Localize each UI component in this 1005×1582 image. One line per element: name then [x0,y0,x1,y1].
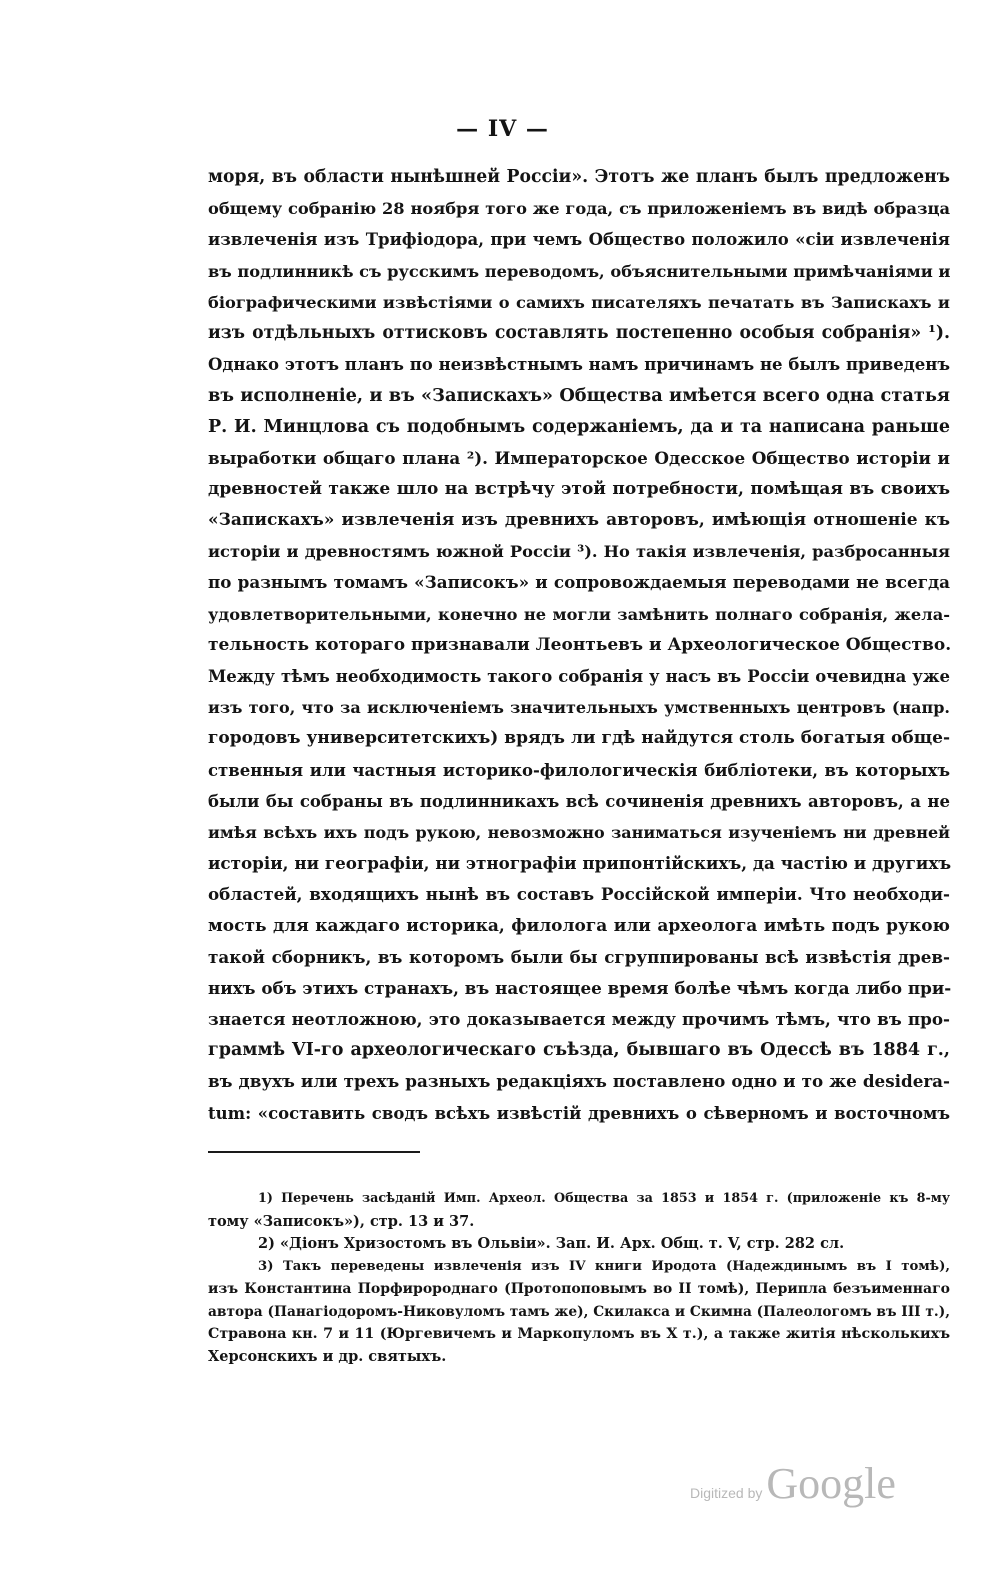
page-number-header: — IV — [456,116,549,142]
text-line: въ исполненіе, и въ «Запискахъ» Общества имѣется всего одна статья [208,385,950,407]
text-line: выработки общаго плана ²). Императорское Одесское Общество исторіи и [208,447,950,468]
text-line: такой сборникъ, въ которомъ были бы сгруппированы всѣ извѣстія древ- [208,946,950,967]
text-line: тельность котораго признавали Леонтьевъ и Археологическое Общество. [208,634,952,655]
text-line: мость для каждаго историка, филолога или археолога имѣть подъ рукою [208,915,950,936]
watermark-prefix: Digitized by [690,1485,763,1501]
google-watermark [690,1458,910,1508]
text-line: исторіи и древностямъ южной Россіи ³). Но такія извлеченія, разбросанныя [208,542,950,562]
text-line: городовъ университетскихъ) врядъ ли гдѣ найдутся столь богатыя обще- [208,728,950,749]
footnote-line: изъ Константина Порфиророднаго (Протопоповымъ во II томѣ), Перипла безъименнаго [208,1281,950,1297]
text-line: по разнымъ томамъ «Записокъ» и сопровождаемыя переводами не всегда [208,572,950,593]
text-line: въ подлинникѣ съ русскимъ переводомъ, объяснительными примѣчаніями и [208,261,951,281]
text-line: общему собранію 28 ноября того же года, съ приложеніемъ въ видѣ образца [208,199,950,219]
footnote-line: 3) Такъ переведены извлеченія изъ IV книги Иродота (Надеждинымъ въ I томѣ), [258,1258,950,1274]
text-line: удовлетворительными, конечно не могли замѣнить полнаго собранія, жела- [208,604,950,624]
text-line: изъ отдѣльныхъ оттисковъ составлять постепенно особыя собранія» ¹). [208,322,950,343]
google-logo: Google [766,1459,896,1508]
text-line: ственныя или частныя историко-филологическія библіотеки, въ которыхъ [208,760,950,780]
text-line: «Запискахъ» извлеченія изъ древнихъ авторовъ, имѣющія отношеніе къ [208,510,950,531]
text-line: знается неотложною, это доказывается между прочимъ тѣмъ, что въ про- [208,1009,950,1030]
text-line: въ двухъ или трехъ разныхъ редакціяхъ поставлено одно и то же desidera- [208,1071,950,1092]
footnote-line: 1) Перечень засѣданій Имп. Археол. Общества за 1853 и 1854 г. (приложеніе къ 8-му [258,1191,950,1206]
text-line: областей, входящихъ нынѣ въ составъ Россійской имперіи. Что необходи- [208,884,950,905]
footnote-line: тому «Записокъ»), стр. 13 и 37. [208,1212,475,1230]
footnote-divider [208,1151,420,1153]
text-line: изъ того, что за исключеніемъ значительныхъ умственныхъ центровъ (напр. [208,698,950,718]
text-line: tum: «составить сводъ всѣхъ извѣстій древнихъ о сѣверномъ и восточномъ [208,1103,950,1123]
text-line: нихъ объ этихъ странахъ, въ настоящее время болѣе чѣмъ когда либо при- [208,977,952,998]
text-line: моря, въ области нынѣшней Россіи». Этотъ же планъ былъ предложенъ [208,167,950,187]
text-line: біографическими извѣстіями о самихъ писателяхъ печатать въ Запискахъ и [208,292,950,312]
footnotes [208,1188,950,1368]
main-text [208,162,950,1129]
text-line: граммѣ VI-го археологическаго съѣзда, бывшаго въ Одессѣ въ 1884 г., [208,1040,950,1061]
text-line: Между тѣмъ необходимость такого собранія у насъ въ Россіи очевидна уже [208,667,950,686]
footnote-line: 2) «Діонъ Хризостомъ въ Ольвіи». Зап. И. Арх. Общ. т. V, стр. 282 сл. [258,1235,845,1252]
text-line: были бы собраны въ подлинникахъ всѣ сочиненія древнихъ авторовъ, а не [208,791,950,811]
text-line: извлеченія изъ Трифіодора, при чемъ Общество положило «сіи извлеченія [208,230,950,250]
footnote-line: Херсонскихъ и др. святыхъ. [208,1347,447,1365]
text-line: Однако этотъ планъ по неизвѣстнымъ намъ причинамъ не былъ приведенъ [208,355,950,375]
text-line: Р. И. Минцлова съ подобнымъ содержаніемъ, да и та написана раньше [208,416,950,437]
footnote-line: автора (Панагіодоромъ-Никовуломъ тамъ же), Скилакса и Скимна (Палеологомъ въ III т.), [208,1303,950,1320]
footnote-line: Стравона кн. 7 и 11 (Юргевичемъ и Маркопуломъ въ X т.), а также житія нѣсколькихъ [208,1326,950,1342]
text-line: древностей также шло на встрѣчу этой потребности, помѣщая въ своихъ [208,478,950,499]
text-line: исторіи, ни географіи, ни этнографіи припонтійскихъ, да частію и другихъ [208,853,952,874]
text-line: имѣя всѣхъ ихъ подъ рукою, невозможно заниматься изученіемъ ни древней [208,822,950,842]
